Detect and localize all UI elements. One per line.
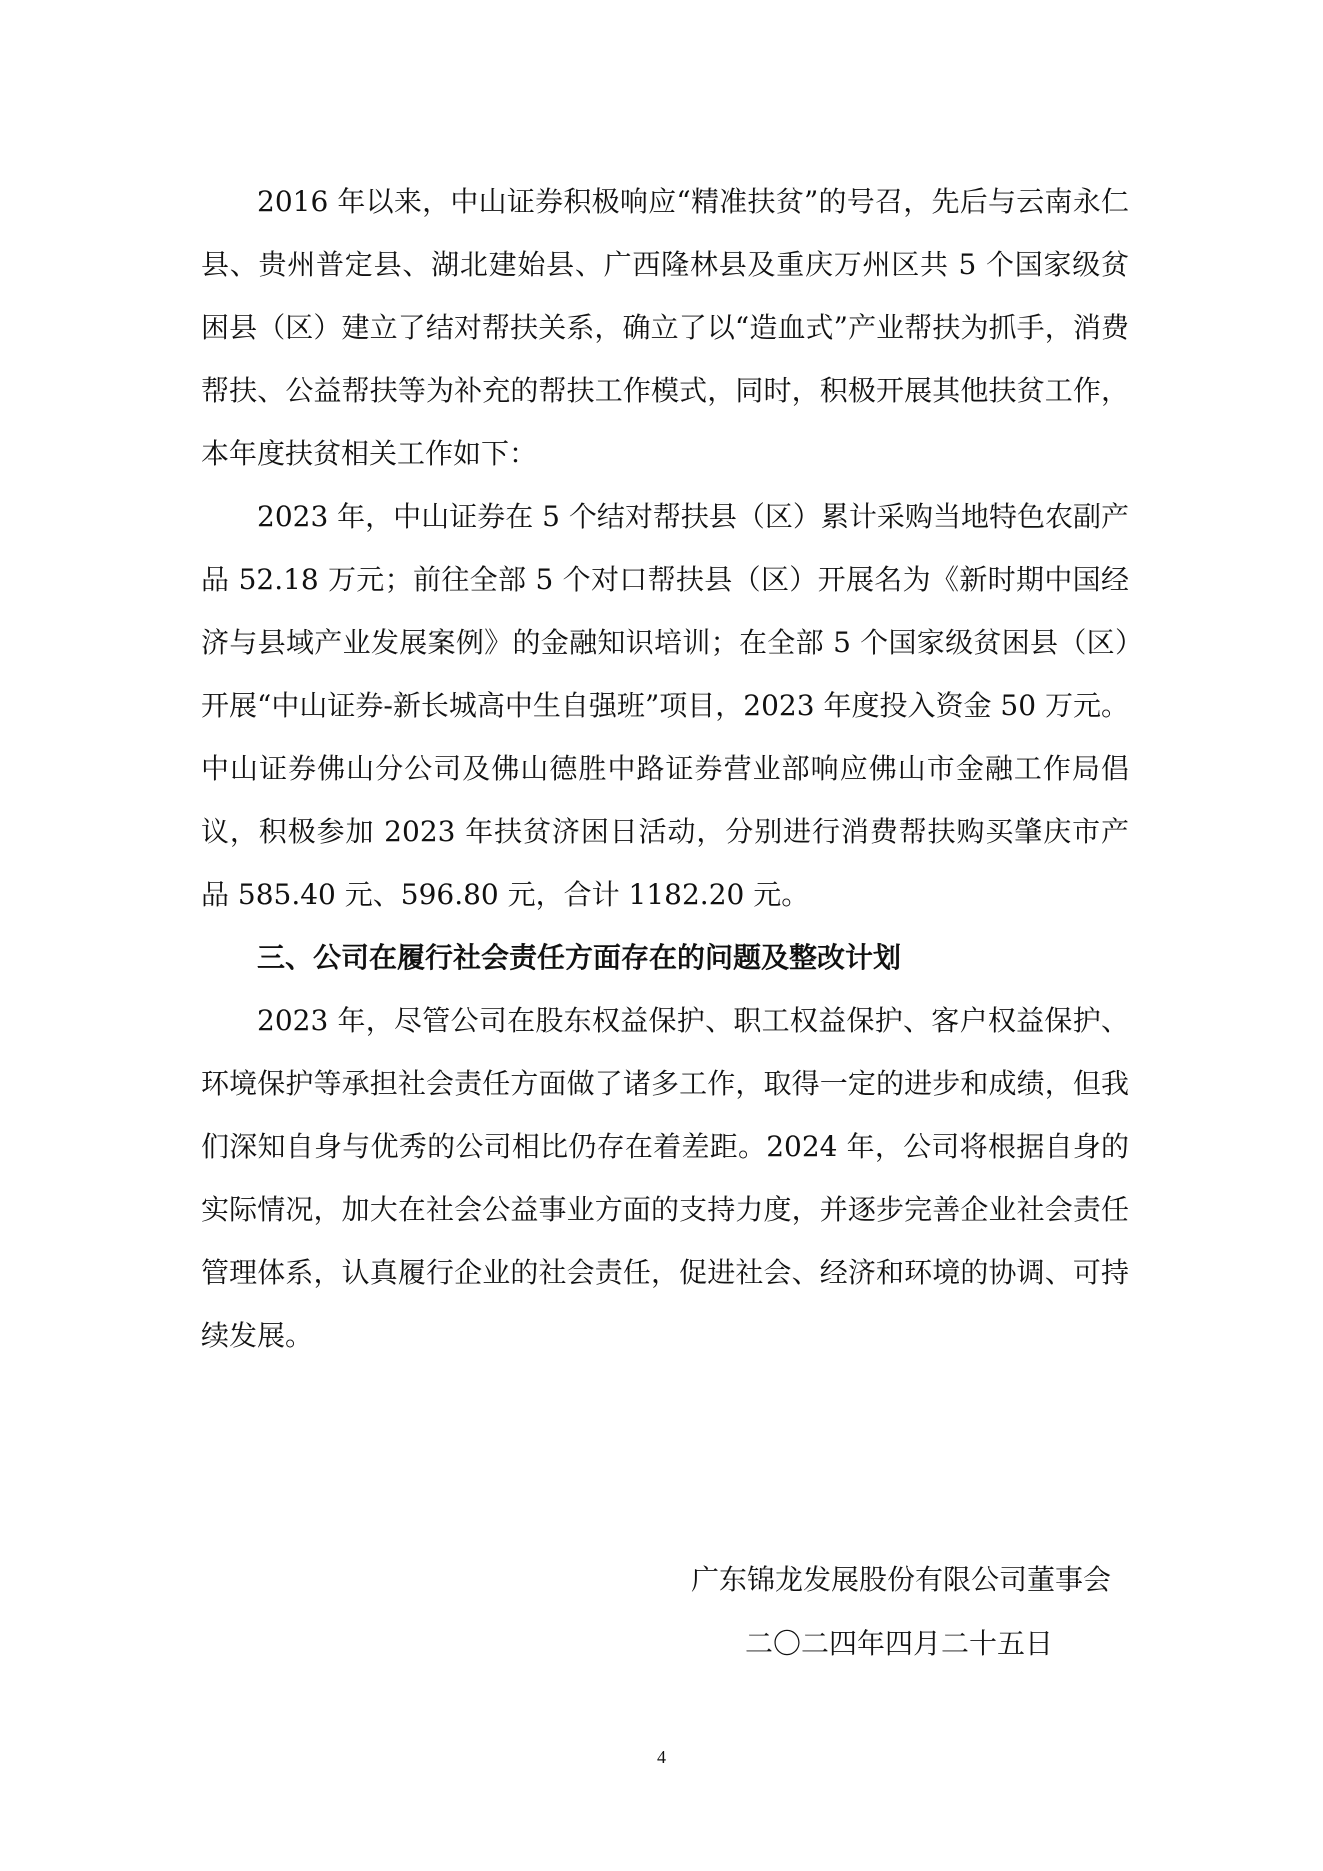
document-body [201, 170, 1129, 1367]
page-number: 4 [657, 1747, 666, 1767]
poverty-alleviation-intro-paragraph: 2016 年以来，中山证券积极响应“精准扶贫”的号召，先后与云南永仁县、贵州普定县、湖北建始县、广西隆林县及重庆万州区共 5 个国家级贫困县（区）建立了结对帮扶关系，确立了以“造血式”产业帮扶为抓手，消费帮扶、公益帮扶等为补充的帮扶工作模式，同时，积极开展其他扶贫工作，本年度扶贫相关工作如下： [201, 185, 1129, 470]
signature-organization: 广东锦龙发展股份有限公司董事会 [690, 1563, 1111, 1596]
signature-date: 二〇二四年四月二十五日 [744, 1627, 1053, 1660]
section-heading: 三、公司在履行社会责任方面存在的问题及整改计划 [257, 941, 902, 974]
poverty-alleviation-2023-paragraph: 2023 年，中山证券在 5 个结对帮扶县（区）累计采购当地特色农副产品 52.18 万元；前往全部 5 个对口帮扶县（区）开展名为《新时期中国经济与县域产业发展案例》的金融知识培训；在全部 5 个国家级贫困县（区）开展“中山证券-新长城高中生自强班”项目，2023 年度投入资金 50 万元。中山证券佛山分公司及佛山德胜中路证券营业部响应佛山市金融工作局倡议，积极参加 2023 年扶贫济困日活动，分别进行消费帮扶购买肇庆市产品 585.40 元、596.80 元，合计 1182.20 元。 [201, 500, 1129, 911]
improvement-plan-paragraph: 2023 年，尽管公司在股东权益保护、职工权益保护、客户权益保护、环境保护等承担社会责任方面做了诸多工作，取得一定的进步和成绩，但我们深知自身与优秀的公司相比仍存在着差距。2024 年，公司将根据自身的实际情况，加大在社会公益事业方面的支持力度，并逐步完善企业社会责任管理体系，认真履行企业的社会责任，促进社会、经济和环境的协调、可持续发展。 [201, 1004, 1129, 1352]
signature-block [551, 1548, 1111, 1676]
